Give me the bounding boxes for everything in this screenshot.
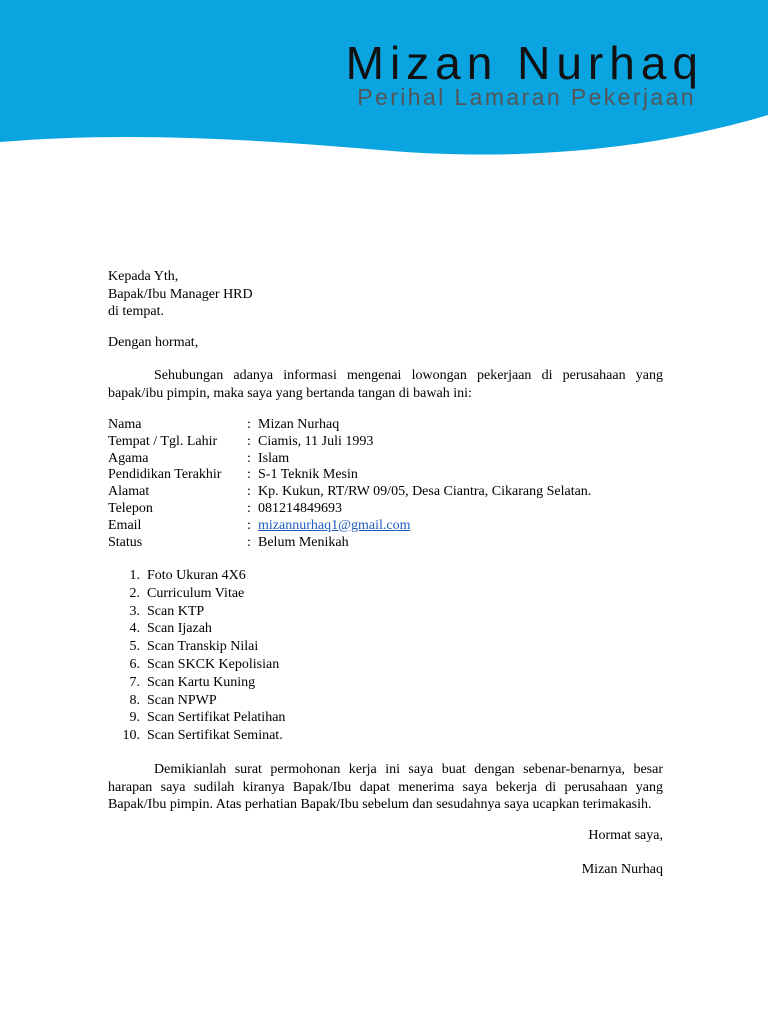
data-label: Tempat / Tgl. Lahir xyxy=(108,433,218,449)
list-text: Scan Sertifikat Pelatihan xyxy=(147,710,286,726)
list-item xyxy=(108,692,285,710)
data-separator: : xyxy=(247,500,251,516)
recipient-address xyxy=(108,268,663,321)
list-text: Scan Sertifikat Seminat. xyxy=(147,728,283,744)
data-value: Islam xyxy=(258,450,290,466)
list-number: 1. xyxy=(129,568,140,583)
list-number: 5. xyxy=(129,639,140,655)
data-value xyxy=(258,518,410,535)
list-number: 10. xyxy=(122,728,140,744)
list-text: Scan SKCK Kepolisian xyxy=(147,656,280,672)
list-text: Scan KTP xyxy=(147,603,205,619)
data-value: Belum Menikah xyxy=(258,534,349,550)
data-row xyxy=(108,434,591,451)
address-line: Bapak/Ibu Manager HRD xyxy=(108,286,253,302)
signature-name: Mizan Nurhaq xyxy=(581,862,663,877)
list-number: 7. xyxy=(129,674,140,690)
data-value: 081214849693 xyxy=(258,500,342,516)
list-number: 6. xyxy=(129,656,140,672)
list-item xyxy=(108,709,285,727)
data-row xyxy=(108,535,591,552)
data-row xyxy=(108,518,591,535)
data-label: Pendidikan Terakhir xyxy=(108,467,222,483)
list-item xyxy=(108,727,285,745)
list-item xyxy=(108,567,285,585)
data-separator: : xyxy=(247,433,251,449)
data-separator: : xyxy=(247,534,251,550)
data-label: Alamat xyxy=(108,484,150,500)
data-value: S-1 Teknik Mesin xyxy=(258,467,358,483)
data-row xyxy=(108,484,591,501)
list-number: 8. xyxy=(129,692,140,708)
attachment-list xyxy=(108,567,285,745)
data-separator: : xyxy=(247,517,251,533)
data-separator: : xyxy=(247,450,251,466)
data-row xyxy=(108,417,591,434)
data-separator: : xyxy=(247,417,251,432)
list-text: Scan Ijazah xyxy=(147,621,212,637)
data-value: Kp. Kukun, RT/RW 09/05, Desa Ciantra, Cikarang Selatan. xyxy=(258,484,592,500)
personal-data-table xyxy=(108,417,591,551)
data-row xyxy=(108,501,591,518)
data-label: Email xyxy=(108,517,142,533)
address-line: di tempat. xyxy=(108,304,164,319)
address-line: Kepada Yth, xyxy=(108,269,179,284)
list-text: Scan NPWP xyxy=(147,692,217,708)
data-label: Nama xyxy=(108,417,142,432)
list-item xyxy=(108,638,285,656)
list-text: Curriculum Vitae xyxy=(147,585,245,601)
data-value: Mizan Nurhaq xyxy=(258,417,340,432)
list-item xyxy=(108,656,285,674)
list-item xyxy=(108,585,285,603)
list-text: Foto Ukuran 4X6 xyxy=(147,568,246,583)
signoff: Hormat saya, xyxy=(588,828,663,843)
data-label: Status xyxy=(108,534,143,550)
data-label: Agama xyxy=(108,450,149,466)
email-link[interactable]: mizannurhaq1@gmail.com xyxy=(258,517,411,533)
list-number: 4. xyxy=(129,621,140,637)
list-number: 2. xyxy=(129,585,140,601)
data-separator: : xyxy=(247,484,251,500)
closing-paragraph: Demikianlah surat permohonan kerja ini saya buat dengan sebenar-benarnya, besar harapan saya sudilah kiranya Bapak/Ibu dapat menerima saya bekerja di perusahaan yang Bapak/Ibu pimpin. Atas perhatian Bapak/Ibu sebelum dan sesudahnya saya ucapkan terimakasih. xyxy=(108,762,663,812)
data-separator: : xyxy=(247,467,251,483)
list-number: 9. xyxy=(129,710,140,726)
list-text: Scan Transkip Nilai xyxy=(147,639,259,655)
data-row xyxy=(108,451,591,468)
list-item xyxy=(108,603,285,621)
list-number: 3. xyxy=(129,603,140,619)
list-item xyxy=(108,620,285,638)
data-value: Ciamis, 11 Juli 1993 xyxy=(258,433,374,449)
intro-paragraph: Sehubungan adanya informasi mengenai lowongan pekerjaan di perusahaan yang bapak/ibu pimpin, maka saya yang bertanda tangan di bawah ini: xyxy=(108,368,663,401)
header-name: Mizan Nurhaq xyxy=(345,37,704,89)
list-text: Scan Kartu Kuning xyxy=(147,674,256,690)
list-item xyxy=(108,674,285,692)
header-subtitle: Perihal Lamaran Pekerjaan xyxy=(357,84,696,110)
data-row xyxy=(108,467,591,484)
greeting: Dengan hormat, xyxy=(108,335,199,350)
data-label: Telepon xyxy=(108,500,153,516)
